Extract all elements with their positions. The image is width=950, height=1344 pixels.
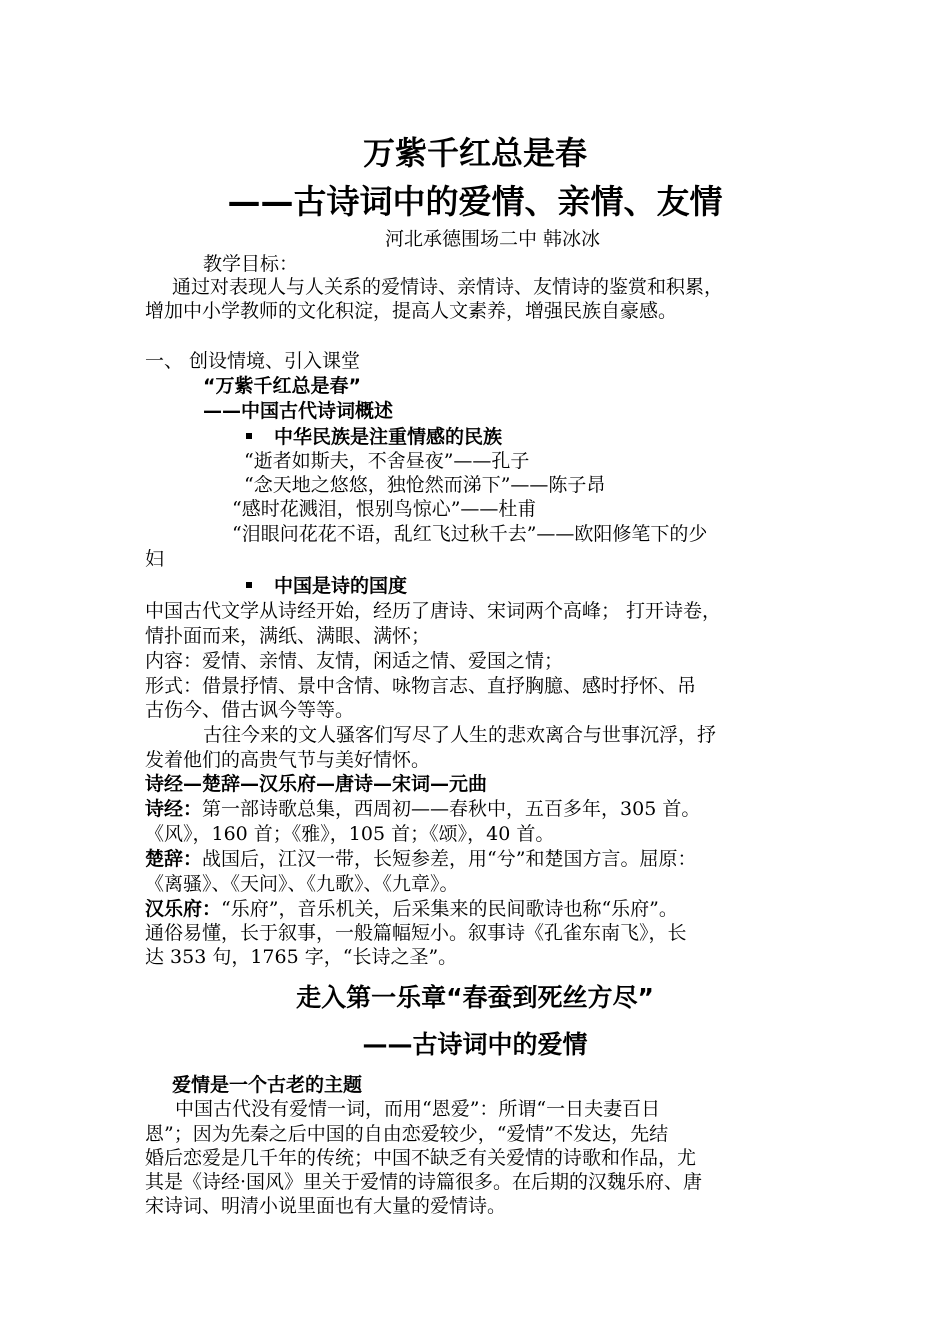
quote-subtitle: ——中国古代诗词概述 <box>203 400 394 422</box>
bullet-heading: 中国是诗的国度 <box>246 574 407 598</box>
form-line: 古伤今、借古讽今等等。 <box>145 699 355 721</box>
author-line: 河北承德围场二中 韩冰冰 <box>385 228 601 250</box>
shijing-line: 诗经：第一部诗歌总集，西周初——春秋中，五百多年，305 首。 <box>145 798 701 820</box>
page-subtitle: ——古诗词中的爱情、亲情、友情 <box>227 182 723 221</box>
square-bullet-icon <box>246 433 252 439</box>
paragraph-line: 宋诗词、明清小说里面也有大量的爱情诗。 <box>145 1195 507 1217</box>
quote-line-wrap: 妇 <box>145 548 165 570</box>
paragraph-line: 古往今来的文人骚客们写尽了人生的悲欢离合与世事沉浮，抒 <box>203 724 717 746</box>
objective-label: 教学目标： <box>203 253 299 275</box>
timeline: 诗经—楚辞—汉乐府—唐诗—宋词—元曲 <box>145 773 488 795</box>
page-title: 万紫千红总是春 <box>362 134 587 172</box>
content-line: 内容：爱情、亲情、友情，闲适之情、爱国之情； <box>145 650 564 672</box>
shijing-line: 《风》，160 首；《雅》，105 首；《颂》，40 首。 <box>145 823 555 845</box>
paragraph-line: 其是《诗经·国风》里关于爱情的诗篇很多。在后期的汉魏乐府、唐 <box>145 1171 703 1193</box>
paragraph-line: 发着他们的高贵气节与美好情怀。 <box>145 749 431 771</box>
section-number: 一、 <box>145 350 184 372</box>
quote-line: “逝者如斯夫，不舍昼夜”——孔子 <box>244 450 530 472</box>
objective-text: 通过对表现人与人关系的爱情诗、亲情诗、友情诗的鉴赏和积累， <box>172 276 724 298</box>
quote-title: “万紫千红总是春” <box>203 375 361 397</box>
section-heading: 创设情境、引入课堂 <box>189 350 361 372</box>
topic-heading: 爱情是一个古老的主题 <box>172 1074 363 1096</box>
paragraph-line: 中国古代没有爱情一词，而用“恩爱”：所谓“一日夫妻百日 <box>175 1098 661 1120</box>
paragraph-line: 恩”；因为先秦之后中国的自由恋爱较少，“爱情”不发达，先结 <box>145 1123 669 1145</box>
chuci-line: 楚辞：战国后，江汉一带，长短参差，用“兮”和楚国方言。屈原： <box>145 848 697 870</box>
paragraph-line: 情扑面而来，满纸、满眼、满怀； <box>145 625 431 647</box>
objective-text: 增加中小学教师的文化积淀，提高人文素养，增强民族自豪感。 <box>145 300 678 322</box>
square-bullet-icon <box>246 582 252 588</box>
bullet-heading: 中华民族是注重情感的民族 <box>246 425 502 449</box>
quote-line: “感时花溅泪，恨别鸟惊心”——杜甫 <box>232 498 537 520</box>
yuefu-line: 通俗易懂，长于叙事，一般篇幅短小。叙事诗《孔雀东南飞》，长 <box>145 922 687 944</box>
chuci-line: 《离骚》、《天问》、《九歌》、《九章》。 <box>145 873 459 895</box>
paragraph-line: 婚后恋爱是几千年的传统；中国不缺乏有关爱情的诗歌和作品，尤 <box>145 1147 697 1169</box>
yuefu-line: 汉乐府：“乐府”，音乐机关，后采集来的民间歌诗也称“乐府”。 <box>145 898 678 920</box>
quote-line: “泪眼问花花不语，乱红飞过秋千去”——欧阳修笔下的少 <box>232 523 708 545</box>
chapter-subheading: ——古诗词中的爱情 <box>362 1030 588 1059</box>
paragraph-line: 中国古代文学从诗经开始，经历了唐诗、宋词两个高峰； 打开诗卷， <box>145 600 722 622</box>
yuefu-line: 达 353 句，1765 字，“长诗之圣”。 <box>145 946 458 968</box>
chapter-heading: 走入第一乐章“春蚕到死丝方尽” <box>296 983 654 1012</box>
quote-line: “念天地之悠悠，独怆然而涕下”——陈子昂 <box>244 474 606 496</box>
form-line: 形式：借景抒情、景中含情、咏物言志、直抒胸臆、感时抒怀、吊 <box>145 675 697 697</box>
